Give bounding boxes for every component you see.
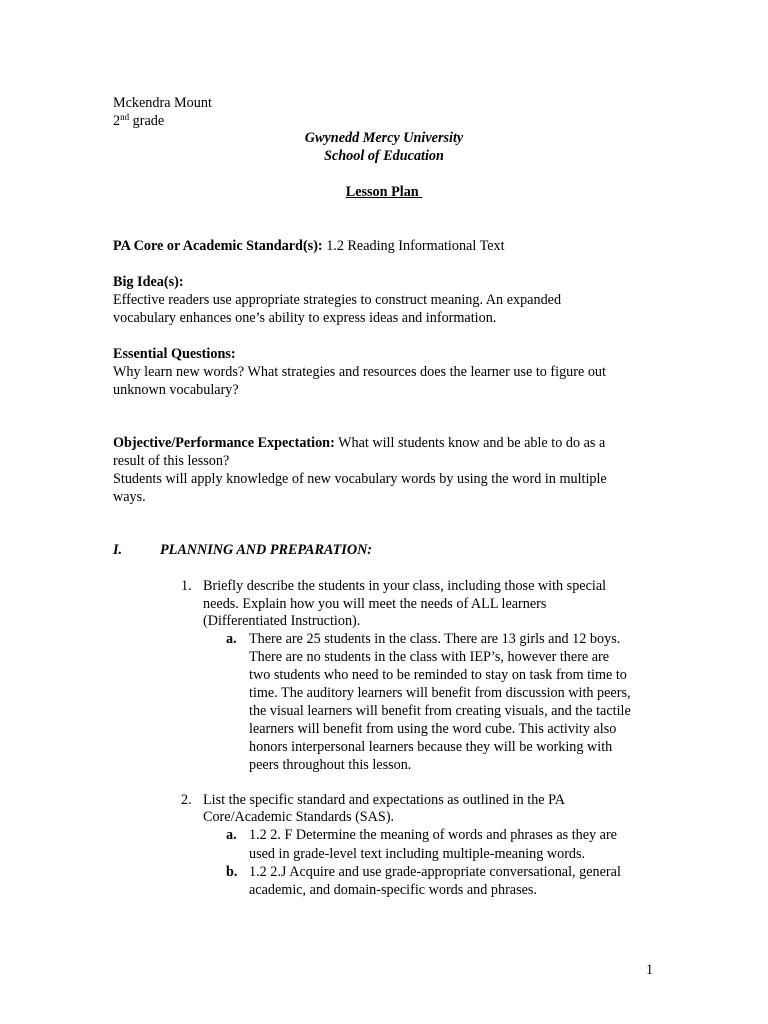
standards-value: 1.2 Reading Informational Text xyxy=(322,238,505,254)
sub-item-letter: a. xyxy=(226,827,237,843)
list-item-line: Briefly describe the students in your class, including those with special xyxy=(203,578,607,594)
sub-item-letter: a. xyxy=(226,631,237,647)
objective-line-1 xyxy=(113,434,653,452)
list-item-line: needs. Explain how you will meet the needs of ALL learners xyxy=(203,596,547,612)
grade-level xyxy=(113,112,164,130)
standards-label: PA Core or Academic Standard(s): xyxy=(113,238,323,254)
list-item-number: 1. xyxy=(181,578,192,594)
objective-line-3: Students will apply knowledge of new vocabulary words by using the word in multiple xyxy=(113,471,607,487)
sub-item-line: 1.2 2. F Determine the meaning of words and phrases as they are xyxy=(249,827,617,843)
section-number: I. xyxy=(113,542,123,558)
sub-item-line: There are no students in the class with IEP’s, however there are xyxy=(249,649,610,665)
standards-line xyxy=(113,237,653,255)
sub-item-line: used in grade-level text including multiple-meaning words. xyxy=(249,846,586,862)
essential-questions-label: Essential Questions: xyxy=(113,346,236,362)
sub-item-line: learners will benefit from using the word cube. This activity also xyxy=(249,721,617,737)
objective-line-2: result of this lesson? xyxy=(113,453,230,469)
grade-number: 2 xyxy=(113,113,121,129)
grade-word: grade xyxy=(129,113,165,129)
sub-item-line: 1.2 2.J Acquire and use grade-appropriate conversational, general xyxy=(249,864,621,880)
section-title: PLANNING AND PREPARATION: xyxy=(160,542,373,558)
school-name: School of Education xyxy=(324,148,444,164)
document-title-text: Lesson Plan xyxy=(345,184,419,200)
grade-ordinal-suffix: nd xyxy=(120,112,130,122)
big-idea-line-1: Effective readers use appropriate strategies to construct meaning. An expanded xyxy=(113,292,562,308)
list-item-number: 2. xyxy=(181,792,192,808)
objective-label: Objective/Performance Expectation: xyxy=(113,435,335,451)
essential-questions-line-1: Why learn new words? What strategies and resources does the learner use to figure out xyxy=(113,364,606,380)
objective-line-4: ways. xyxy=(113,489,146,505)
sub-item-line: two students who need to be reminded to stay on task from time to xyxy=(249,667,627,683)
sub-item-line: time. The auditory learners will benefit from discussion with peers, xyxy=(249,685,631,701)
sub-item-line: the visual learners will benefit from creating visuals, and the tactile xyxy=(249,703,631,719)
document-title xyxy=(0,183,768,201)
essential-questions-line-2: unknown vocabulary? xyxy=(113,382,239,398)
university-name: Gwynedd Mercy University xyxy=(304,130,464,146)
list-item-line: Core/Academic Standards (SAS). xyxy=(203,809,395,825)
sub-item-line: academic, and domain-specific words and phrases. xyxy=(249,882,537,898)
list-item-line: List the specific standard and expectations as outlined in the PA xyxy=(203,792,565,808)
sub-item-letter: b. xyxy=(226,864,238,880)
sub-item-line: peers throughout this lesson. xyxy=(249,757,412,773)
big-idea-line-2: vocabulary enhances one’s ability to express ideas and information. xyxy=(113,310,497,326)
objective-question-start: What will students know and be able to do as a xyxy=(334,435,606,451)
sub-item-line: There are 25 students in the class. There are 13 girls and 12 boys. xyxy=(249,631,621,647)
list-item-line: (Differentiated Instruction). xyxy=(203,613,361,629)
sub-item-line: honors interpersonal learners because they will be working with xyxy=(249,739,613,755)
big-idea-label: Big Idea(s): xyxy=(113,274,184,290)
author-name: Mckendra Mount xyxy=(113,95,212,111)
page-number: 1 xyxy=(646,962,654,978)
